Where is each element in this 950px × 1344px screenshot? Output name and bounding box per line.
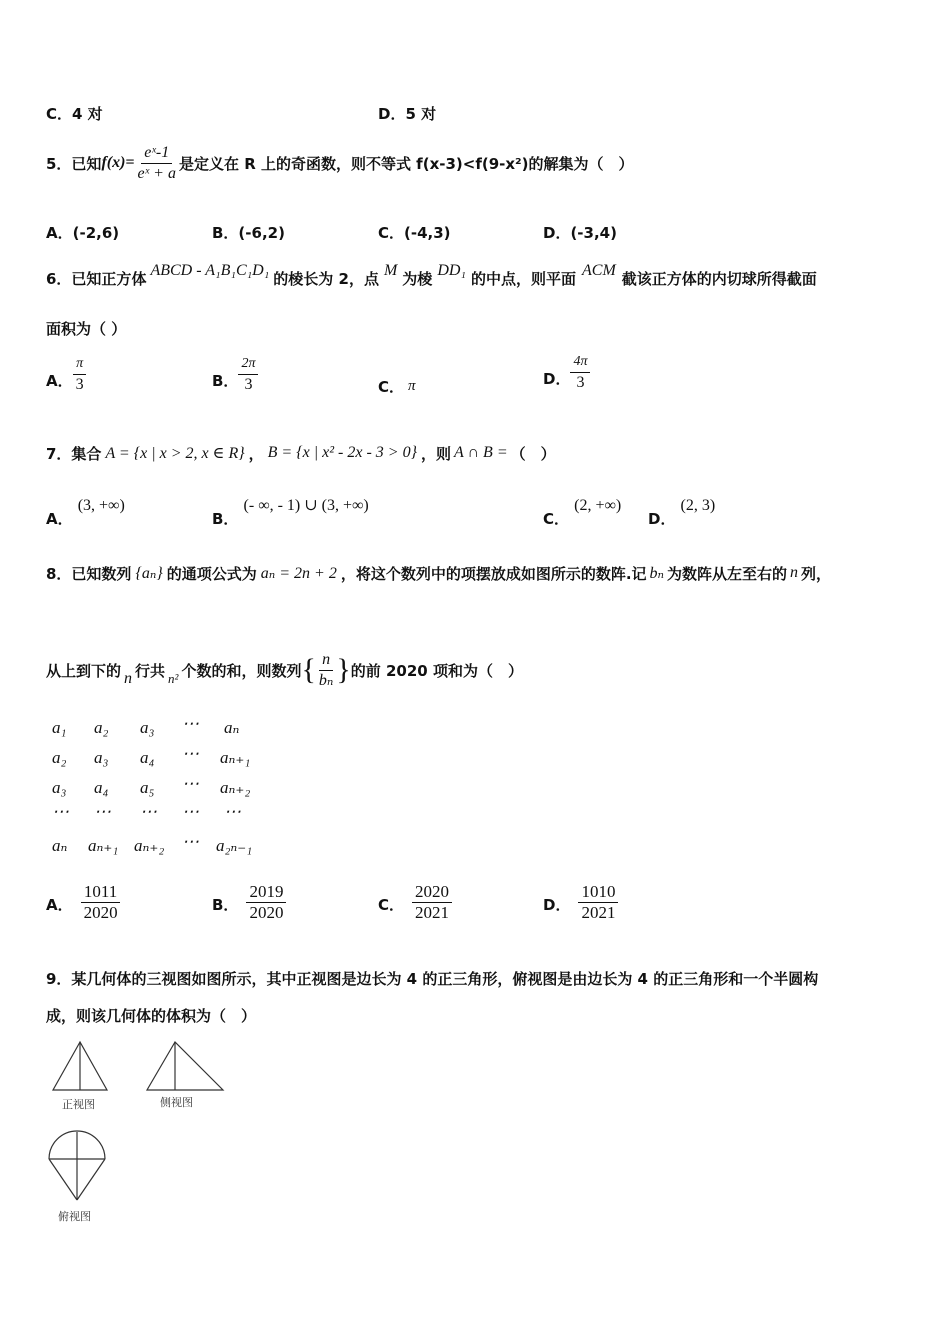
- q6-option-d: [543, 352, 590, 393]
- q8-option-d-frac: [578, 882, 618, 923]
- matrix-r2-c3: a₄: [140, 748, 155, 767]
- q6-text4: 截该正方体的内切球所得截面: [621, 270, 817, 288]
- q8-option-b: [212, 882, 286, 923]
- top-view-caption: 俯视图: [58, 1210, 91, 1223]
- matrix-r4-c2: ⋯: [94, 802, 111, 821]
- matrix-r5-c2: aₙ₊₁: [88, 836, 119, 855]
- q9-line1: 9．某几何体的三视图如图所示，其中正视图是边长为 4 的正三角形，俯视图是由边长为 4 的正三角形和一个半圆构: [46, 970, 819, 988]
- q6-option-d-label: D．: [543, 370, 571, 388]
- q8-option-b-den: 2020: [249, 903, 284, 922]
- q6-option-c-label: C．: [378, 378, 405, 396]
- q5-number: 5．已知: [46, 154, 102, 173]
- q7-option-a-value: (3, +∞): [77, 497, 125, 514]
- q8-frac-num: n: [319, 650, 333, 671]
- q6-plane: ACM: [582, 262, 616, 279]
- q5-option-d: D．(-3,4): [543, 224, 617, 242]
- q7-paren: （ ）: [510, 444, 556, 463]
- q7-option-d-value: (2, 3): [680, 497, 716, 514]
- q6-text2: 为棱: [402, 270, 433, 288]
- q8-option-a-label: A．: [46, 896, 73, 914]
- top-view-diagram: [49, 1131, 105, 1200]
- matrix-r2-c1: a₂: [52, 748, 67, 767]
- q8-text3: 为数阵从左至右的: [667, 564, 788, 583]
- q7-option-b-label: B．: [212, 510, 239, 528]
- q5-option-b: B．(-6,2): [212, 224, 285, 242]
- q8-text2: ，将这个数列中的项摆放成如图所示的数阵.记: [340, 564, 647, 583]
- q8-n1: n: [790, 564, 799, 581]
- q5-fraction: [135, 143, 179, 184]
- q6-option-a-den: 3: [75, 376, 84, 393]
- q5-option-a: A．(-2,6): [46, 224, 120, 242]
- matrix-r1-c1: a₁: [52, 718, 67, 737]
- q8-n3: n²: [168, 671, 179, 686]
- q6-number: 6．已知正方体: [46, 270, 147, 288]
- q6-option-b-num: 2π: [238, 354, 258, 375]
- q8-option-a-frac: [81, 882, 121, 923]
- matrix-r1-c5: aₙ: [224, 718, 240, 737]
- q7-set-a: A = {x | x > 2, x ∈ R}: [105, 445, 245, 462]
- q6-option-d-num: 4π: [570, 352, 590, 373]
- q8-n2: n: [124, 670, 133, 687]
- q5-frac-den: eˣ + a: [137, 164, 176, 182]
- q8-option-c-label: C．: [378, 896, 405, 914]
- q8-fraction: [316, 650, 336, 691]
- q6-option-b-den: 3: [244, 376, 253, 393]
- matrix-r5-c4: ⋯: [182, 832, 199, 851]
- q7-expr: A ∩ B =: [454, 444, 508, 461]
- matrix-r3-c5: aₙ₊₂: [220, 778, 251, 797]
- q8-line2b: 行共: [135, 661, 166, 680]
- q7-text: ，则: [420, 444, 451, 463]
- sequence-matrix: [52, 714, 262, 868]
- q8-option-c-num: 2020: [412, 882, 452, 903]
- q8-text4: 列，: [801, 564, 832, 583]
- question-6: [46, 262, 817, 289]
- matrix-r1-c3: a₃: [140, 718, 155, 737]
- matrix-r2-c5: aₙ₊₁: [220, 748, 251, 767]
- q8-option-d-den: 2021: [581, 903, 616, 922]
- q5-frac-num: eˣ-1: [141, 143, 172, 164]
- q8-option-b-frac: [246, 882, 286, 923]
- q7-number: 7．集合: [46, 444, 102, 463]
- front-view-diagram: [53, 1042, 107, 1090]
- q7-option-c-label: C．: [543, 510, 570, 528]
- three-view-figure: [48, 1038, 238, 1228]
- q8-option-d-num: 1010: [578, 882, 618, 903]
- q8-brace-left-icon: {: [301, 653, 316, 686]
- q6-option-d-den: 3: [576, 374, 585, 391]
- q7-option-c: [543, 494, 622, 528]
- q7-option-b: [212, 494, 369, 528]
- q6-option-b-label: B．: [212, 372, 239, 390]
- q6-option-a: [46, 354, 87, 395]
- matrix-r3-c3: a₅: [140, 778, 155, 797]
- matrix-r5-c5: a₂ₙ₋₁: [216, 836, 253, 855]
- q8-option-a: [46, 882, 121, 923]
- matrix-r4-c3: ⋯: [140, 802, 157, 821]
- matrix-r3-c4: ⋯: [182, 774, 199, 793]
- q6-option-d-frac: [570, 352, 590, 393]
- side-view-caption: 侧视图: [160, 1096, 193, 1109]
- side-view-diagram: [147, 1042, 223, 1090]
- q6-option-b: [212, 354, 258, 395]
- q6-option-a-label: A．: [46, 372, 73, 390]
- q8-text1: 的通项公式为: [166, 564, 257, 583]
- matrix-r5-c1: aₙ: [52, 836, 68, 855]
- matrix-r2-c4: ⋯: [182, 744, 199, 763]
- q6-text3: 的中点，则平面: [470, 270, 576, 288]
- matrix-r3-c1: a₃: [52, 778, 67, 797]
- matrix-r5-c3: aₙ₊₂: [134, 836, 165, 855]
- matrix-r1-c4: ⋯: [182, 714, 199, 733]
- q8-line2d: 的前 2020 项和为（ ）: [350, 661, 523, 680]
- q8-line2: [46, 645, 523, 695]
- q8-frac-den: bₙ: [318, 671, 334, 689]
- q6-option-a-frac: [73, 354, 87, 395]
- q8-number: 8．已知数列: [46, 564, 132, 583]
- q8-line2a: 从上到下的: [46, 661, 122, 680]
- q7-option-a-label: A．: [46, 510, 73, 528]
- question-7: [46, 438, 556, 468]
- matrix-r3-c2: a₄: [94, 778, 109, 797]
- matrix-r2-c2: a₃: [94, 748, 109, 767]
- matrix-r4-c4: ⋯: [182, 802, 199, 821]
- question-5: [46, 140, 633, 186]
- q8-bn: bₙ: [649, 565, 665, 582]
- q6-option-c: [378, 376, 416, 397]
- q7-set-b: B = {x | x² - 2x - 3 > 0}: [267, 444, 417, 461]
- q4-option-d: D．5 对: [378, 105, 437, 123]
- q6-edge: DD₁: [437, 262, 466, 279]
- q8-seq: {aₙ}: [135, 565, 163, 582]
- q8-option-b-label: B．: [212, 896, 239, 914]
- q6-option-a-num: π: [73, 354, 86, 375]
- q6-cube: ABCD - A₁B₁C₁D₁: [150, 262, 270, 279]
- q8-brace-right-icon: }: [336, 653, 351, 686]
- q5-fx: f(x)=: [101, 154, 135, 171]
- q6-option-c-value: π: [408, 378, 416, 394]
- matrix-r4-c1: ⋯: [52, 802, 69, 821]
- q6-point: M: [383, 262, 398, 279]
- q8-option-c-frac: [412, 882, 452, 923]
- q7-comma: ，: [248, 444, 264, 463]
- q8-option-b-num: 2019: [246, 882, 286, 903]
- q8-option-c: [378, 882, 452, 923]
- matrix-r1-c2: a₂: [94, 718, 109, 737]
- question-8: [46, 556, 831, 590]
- q7-option-d: [648, 494, 716, 528]
- q5-text: 是定义在 R 上的奇函数，则不等式 f(x-3)<f(9-x²)的解集为（ ）: [178, 154, 634, 173]
- q8-option-a-den: 2020: [83, 903, 118, 922]
- q6-option-b-frac: [238, 354, 258, 395]
- q4-option-c: C．4 对: [46, 105, 103, 123]
- q7-option-d-label: D．: [648, 510, 676, 528]
- q9-line2: 成，则该几何体的体积为（ ）: [46, 1007, 257, 1025]
- q7-option-b-value: (- ∞, - 1) ∪ (3, +∞): [243, 497, 369, 514]
- q8-formula: aₙ = 2n + 2: [260, 565, 337, 582]
- matrix-r4-c5: ⋯: [224, 802, 241, 821]
- q5-option-c: C．(-4,3): [378, 224, 451, 242]
- q8-line2c: 个数的和，则数列: [181, 661, 302, 680]
- q8-option-a-num: 1011: [81, 882, 120, 903]
- q7-option-a: [46, 494, 125, 528]
- q6-text1: 的棱长为 2，点: [273, 270, 379, 288]
- q8-option-d-label: D．: [543, 896, 571, 914]
- q7-option-c-value: (2, +∞): [574, 497, 622, 514]
- q6-line2: 面积为（ ）: [46, 320, 127, 338]
- q8-option-d: [543, 882, 618, 923]
- q8-option-c-den: 2021: [415, 903, 450, 922]
- front-view-caption: 正视图: [62, 1098, 95, 1111]
